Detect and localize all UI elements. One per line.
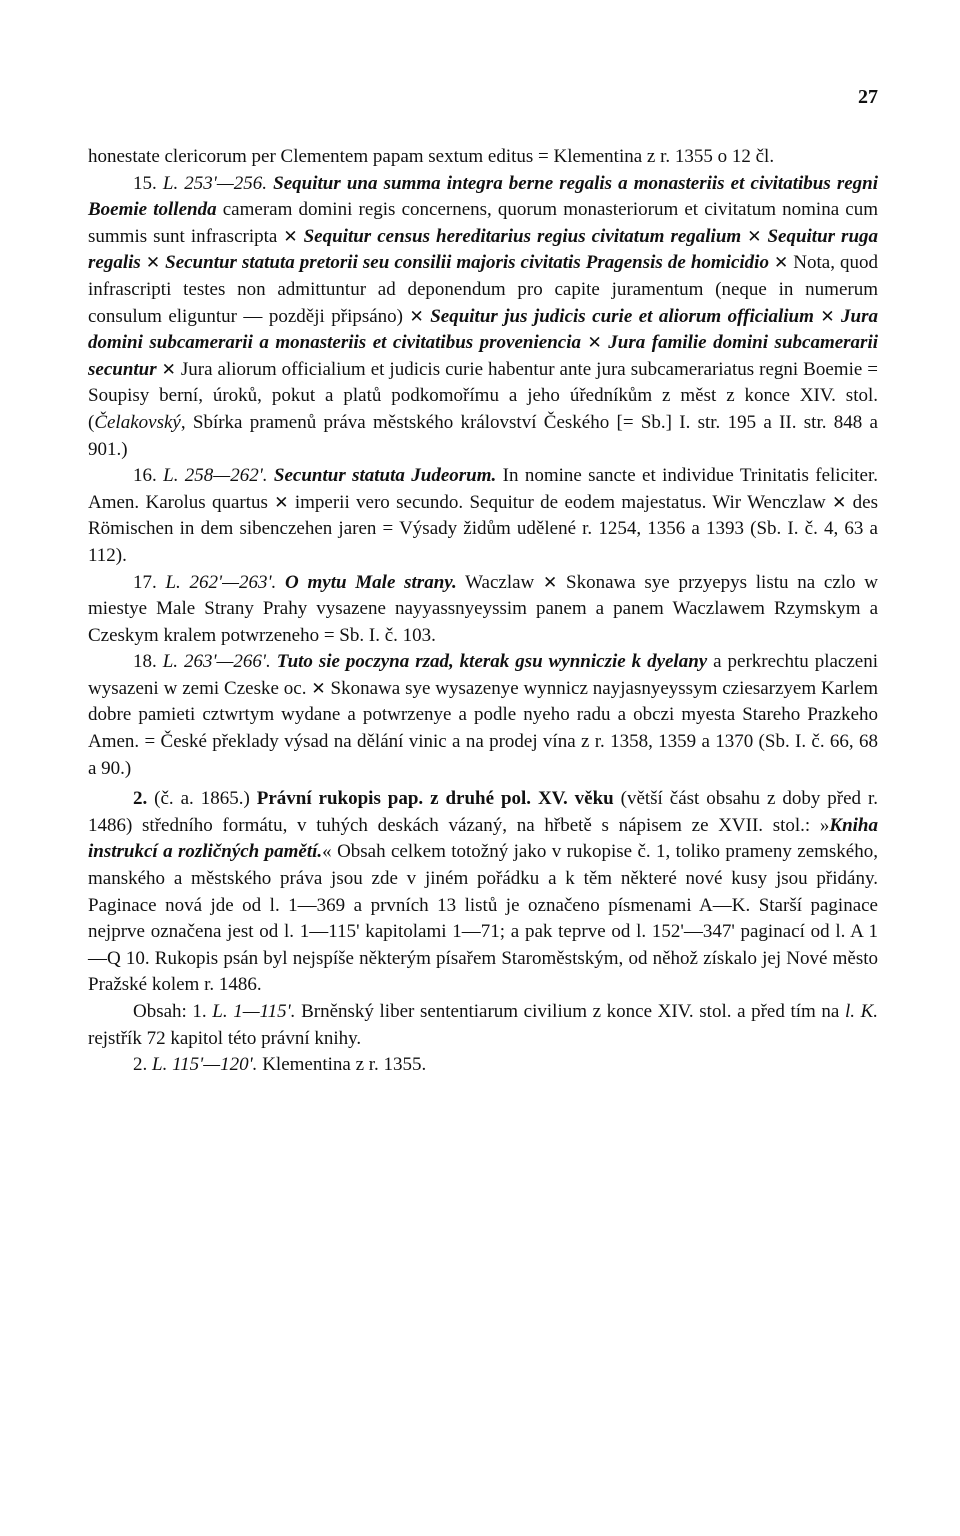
paragraph: 2. (č. a. 1865.) Právní rukopis pap. z druhé pol. XV. věku (větší část obsahu z doby před r. 1486) středního formátu, v tuhých deskách vázaný, na hřbetě s nápisem ze XVII. stol.: »Kniha instrukcí a rozličných pamětí.« Obsah celkem totožný jako v rukopise č. 1, toliko prameny zemského, manského a městského práva jsou zde v jiném pořádku a k těm některé nové kusy jsou přidány. Paginace nová jde od l. 1—369 a prvních 13 listů je označeno písmenami A—K. Starší paginace nejprve označena jest od l. 1—115' kapitolami 1—71; a pak teprve od l. 152'—347' paginací od l. A 1—Q 10. Rukopis psán byl nejspíše některým písařem Staroměstským, od něhož získalo jej Nové město Pražské kolem r. 1486. bbox=[88, 788, 878, 996]
body-text bbox=[88, 144, 878, 1079]
paragraph: 16. L. 258—262'. Secuntur statuta Judeorum. In nomine sancte et individue Trinitatis feliciter. Amen. Karolus quartus ✕ imperii vero secundo. Sequitur de eodem majestatus. Wir Wenczlaw ✕ des Römischen in dem sibenczehen jaren = Výsady židům udělené r. 1254, 1356 a 1393 (Sb. I. č. 4, 63 a 112). bbox=[88, 465, 879, 566]
paragraph: 18. L. 263'—266'. Tuto sie poczyna rzad, kterak gsu wynniczie k dyelany a perkrechtu placzeni wysazeni w zemi Czeske oc. ✕ Skonawa sye wysazenye wynnicz nayjasnyeyssym cziesarzyem Karlem dobre pamieti cztwrtym wydane a potwrzenye a podle nyeho radu a obczi myesta Stareho Prazkeho Amen. = České překlady výsad na dělání vinic a na prodej vína z r. 1358, 1359 a 1370 (Sb. I. č. 66, 68 a 90.) bbox=[88, 651, 879, 779]
paragraph: 2. L. 115'—120'. Klementina z r. 1355. bbox=[133, 1054, 427, 1076]
paragraph: Obsah: 1. L. 1—115'. Brněnský liber sententiarum civilium z konce XIV. stol. a před tím na l. K. rejstřík 72 kapitol této právní knihy. bbox=[88, 1001, 878, 1049]
paragraph: 15. L. 253'—256. Sequitur una summa integra berne regalis a monasteriis et civitatibus regni Boemie tollenda cameram domini regis concernens, quorum monasteriorum et civitatum nomina cum summis sunt infrascripta ✕ Sequitur census hereditarius regius civitatum regalium ✕ Sequitur ruga regalis ✕ Secuntur statuta pretorii seu consilii majoris civitatis Pragensis de homicidio ✕ Nota, quod infrascripti testes non admittuntur ad deponendum pro capite juramentum (neque in numerum consulum eliguntur — později připsáno) ✕ Sequitur jus judicis curie et aliorum officialium ✕ Jura domini subcamerarii a monasteriis et civitatibus proveniencia ✕ Jura familie domini subcamerarii secuntur ✕ Jura aliorum officialium et judicis curie habentur ante jura subcamerariatus regni Boemie = Soupisy berní, úroků, pokut a platů podkomořímu a jeho úředníkům z měst z konce XIV. stol. (Čelakovský, Sbírka pramenů práva městského království Českého [= Sb.] I. str. 195 a II. str. 848 a 901.) bbox=[88, 172, 879, 460]
page-number: 27 bbox=[858, 86, 878, 108]
paragraph: honestate clericorum per Clementem papam sextum editus = Klementina z r. 1355 o 12 čl. bbox=[88, 146, 775, 167]
paragraph: 17. L. 262'—263'. O mytu Male strany. Waczlaw ✕ Skonawa sye przyepys listu na czlo w miestye Male Strany Prahy vysazene nayyassnyeyssim panem a panem Waczlawem Rzymskym a Czeskym kralem potwrzeneho = Sb. I. č. 103. bbox=[88, 571, 878, 646]
